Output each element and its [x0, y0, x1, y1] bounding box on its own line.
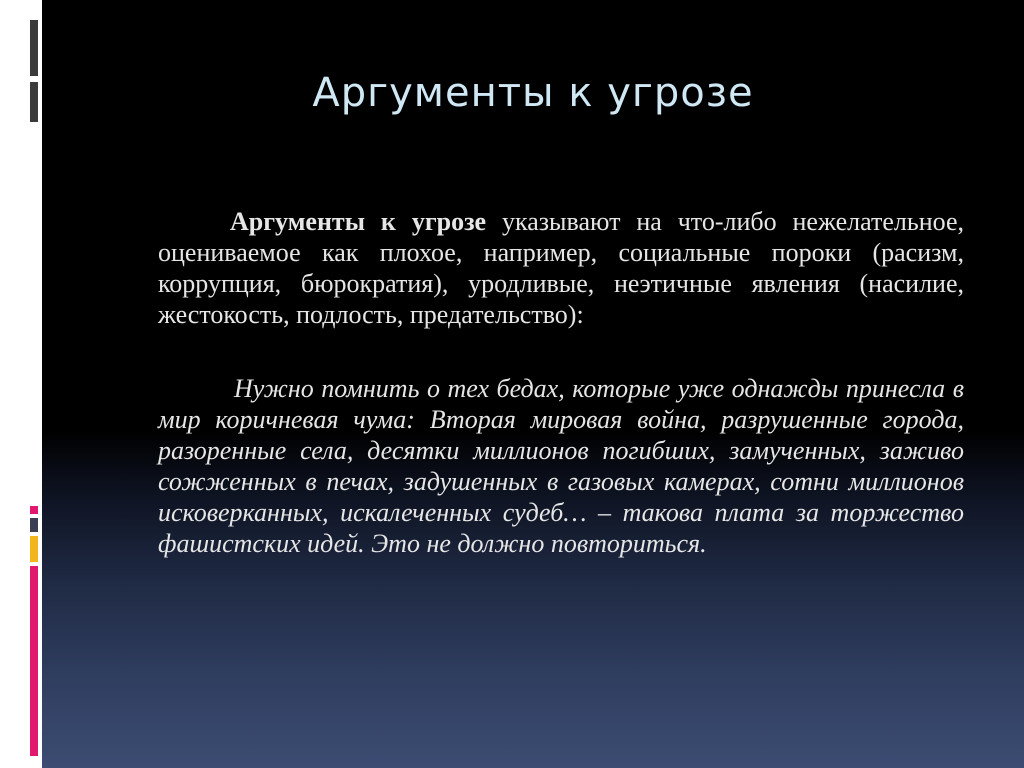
- decor-bar-yellow: [30, 536, 38, 562]
- slide: [42, 0, 1024, 768]
- paragraph-definition-text: указывают на что-либо нежелательное, оцениваемое как плохое, например, социальные пороки (расизм, коррупция, бюрократия), уродливые, неэтичные явления (насилие, жестокость, подлость, предательство):: [158, 207, 964, 329]
- paragraph-lead-term: Аргументы к угрозе: [230, 207, 487, 236]
- paragraph-definition: [158, 206, 964, 330]
- decor-bar-gray: [30, 518, 38, 532]
- left-decor-strip: [0, 0, 42, 768]
- decor-bar-pink-small: [30, 506, 38, 514]
- paragraph-example: Нужно помнить о тех бедах, которые уже однажды принесла в мир коричневая чума: Вторая мировая война, разрушенные города, разоренные села, десятки миллионов погибших, замученных, заживо сожженных в печах, задушенных в газовых камерах, сотни миллионов исковерканных, искалеченных судеб… – такова плата за торжество фашистских идей. Это не должно повториться.: [158, 374, 964, 558]
- slide-body: [158, 206, 964, 559]
- decor-bar-pink: [30, 566, 38, 756]
- decor-bar-gray: [30, 20, 38, 76]
- slide-title: Аргументы к угрозе: [312, 70, 754, 116]
- decor-bar-gray: [30, 82, 38, 122]
